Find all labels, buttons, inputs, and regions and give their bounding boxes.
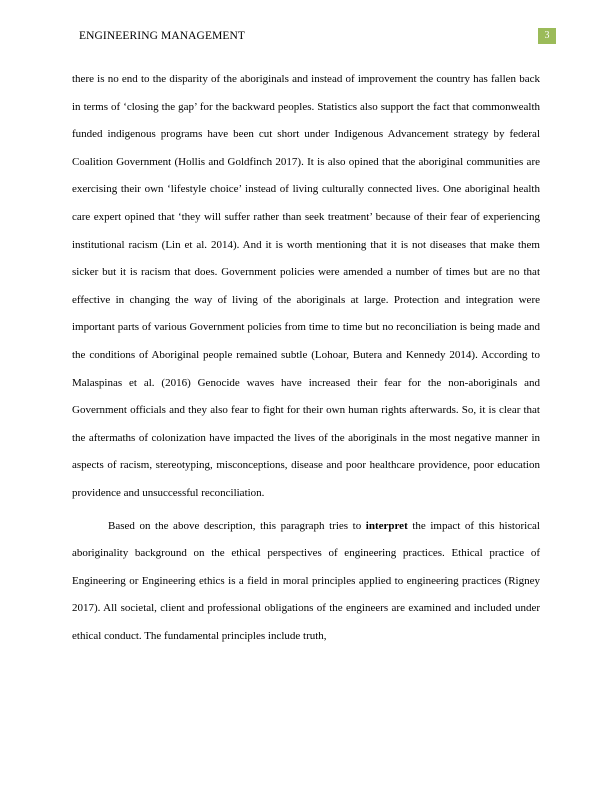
- paragraph-2-lead: Based on the above description, this paragraph tries to: [108, 519, 366, 532]
- bold-keyword: interpret: [365, 519, 408, 532]
- page-number-badge: 3: [538, 28, 556, 44]
- body-text: [72, 66, 540, 650]
- paragraph-1: there is no end to the disparity of the aboriginals and instead of improvement the country has fallen back in terms of ‘closing the gap’ for the backward peoples. Statistics also support the fact that commonwealth funded indigenous programs have been cut short under Indigenous Advancement strategy by federal Coalition Government (Hollis and Goldfinch 2017). It is also opined that the aboriginal communities are exercising their own ‘lifestyle choice’ instead of living culturally connected lives. One aboriginal health care expert opined that ‘they will suffer rather than seek treatment’ because of their fear of experiencing institutional racism (Lin et al. 2014). And it is worth mentioning that it is not diseases that make them sicker but it is racism that does. Government policies were amended a number of times but are no that effective in changing the way of living of the aboriginals at large. Protection and integration were important parts of various Government policies from time to time but no reconciliation is being made and the conditions of Aboriginal people remained subtle (Lohoar, Butera and Kennedy 2014). According to Malaspinas et al. (2016) Genocide waves have increased their fear for the non-aboriginals and Government officials and they also fear to fight for their own human rights afterwards. So, it is clear that the aftermaths of colonization have impacted the lives of the aboriginals in the most negative manner in aspects of racism, stereotyping, misconceptions, disease and poor healthcare providence, poor education providence and unsuccessful reconciliation.: [72, 73, 540, 499]
- page-header: [72, 28, 556, 44]
- paragraph-2-rest: the impact of this historical aboriginality background on the ethical perspectives of engineering practices. Ethical practice of Engineering or Engineering ethics is a field in moral principles applied to engineering practices (Rigney 2017). All societal, client and professional obligations of the engineers are examined and included under ethical conduct. The fundamental principles include truth,: [72, 519, 540, 642]
- paragraph-2: [72, 513, 540, 651]
- running-head-title: ENGINEERING MANAGEMENT: [79, 30, 246, 42]
